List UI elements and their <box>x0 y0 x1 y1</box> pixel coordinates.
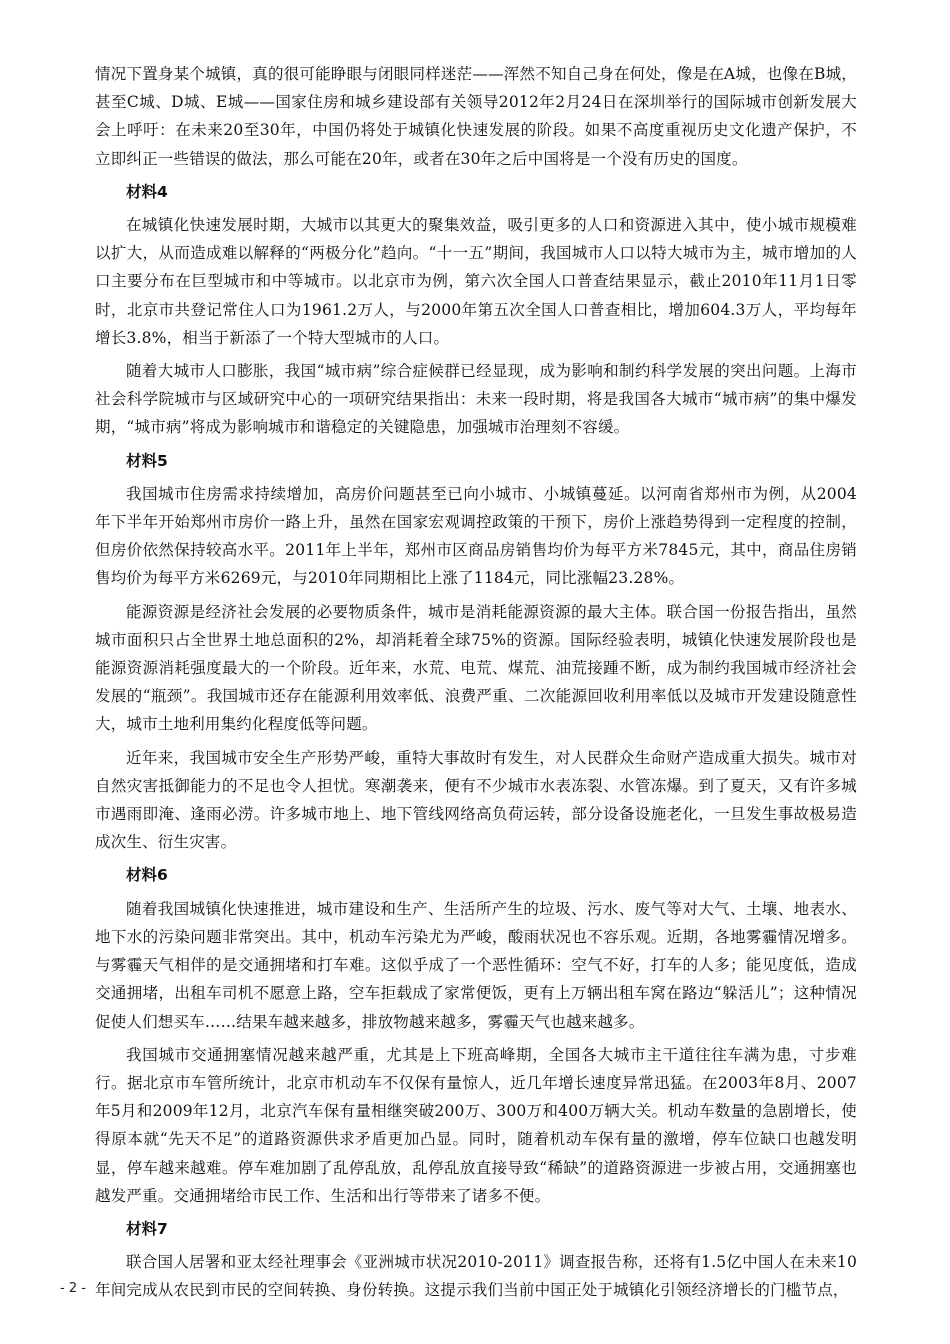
section-heading-material-7: 材料7 <box>126 1219 168 1238</box>
paragraph: 随着我国城镇化快速推进，城市建设和生产、生活所产生的垃圾、污水、废气等对大气、土壤、地表水、地下水的污染问题非常突出。其中，机动车污染尤为严峻，酸雨状况也不容乐观。近期，各地雾霾情况增多。与雾霾天气相伴的是交通拥堵和打车难。这似乎成了一个恶性循环：空气不好，打车的人多；能见度低，造成交通拥堵，出租车司机不愿意上路，空车拒载成了家常便饭，更有上万辆出租车窝在路边“躲活儿”；这种情况促使人们想买车……结果车越来越多，排放物越来越多，雾霾天气也越来越多。 <box>95 899 857 1031</box>
section-heading-material-6: 材料6 <box>126 866 168 885</box>
paragraph: 随着大城市人口膨胀，我国“城市病”综合症候群已经显现，成为影响和制约科学发展的突出问题。上海市社会科学院城市与区域研究中心的一项研究结果指出：未来一段时期，将是我国各大城市“城市病”的集中爆发期，“城市病”将成为影响城市和谐稳定的关键隐患，加强城市治理刻不容缓。 <box>95 362 857 437</box>
section-heading-material-4: 材料4 <box>126 182 168 201</box>
paragraph-continued: 情况下置身某个城镇，真的很可能睁眼与闭眼同样迷茫——浑然不知自己身在何处，像是在A城，也像在B城，甚至C城、D城、E城——国家住房和城乡建设部有关领导2012年2月24日在深圳举行的国际城市创新发展大会上呼吁：在未来20至30年，中国仍将处于城镇化快速发展的阶段。如果不高度重视历史文化遗产保护，不立即纠正一些错误的做法，那么可能在20年，或者在30年之后中国将是一个没有历史的国度。 <box>95 65 857 168</box>
document-body <box>95 60 857 1310</box>
section-heading-material-5: 材料5 <box>126 451 168 470</box>
page-number: - 2 - <box>60 1281 86 1296</box>
paragraph: 近年来，我国城市安全生产形势严峻，重特大事故时有发生，对人民群众生命财产造成重大损失。城市对自然灾害抵御能力的不足也令人担忧。寒潮袭来，便有不少城市水表冻裂、水管冻爆。到了夏天，又有许多城市遇雨即淹、逢雨必涝。许多城市地上、地下管线网络高负荷运转，部分设备设施老化，一旦发生事故极易造成次生、衍生灾害。 <box>95 748 857 852</box>
paragraph: 在城镇化快速发展时期，大城市以其更大的聚集效益，吸引更多的人口和资源进入其中，使小城市规模难以扩大，从而造成难以解释的“两极分化”趋向。“十一五”期间，我国城市人口以特大城市为主，城市增加的人口主要分布在巨型城市和中等城市。以北京市为例，第六次全国人口普查结果显示，截止2010年11月1日零时，北京市共登记常住人口为1961.2万人，与2000年第五次全国人口普查相比，增加604.3万人，平均每年增长3.8%，相当于新添了一个特大型城市的人口。 <box>95 216 857 347</box>
paragraph: 联合国人居署和亚太经社理事会《亚洲城市状况2010-2011》调查报告称，还将有1.5亿中国人在未来10年间完成从农民到市民的空间转换、身份转换。这提示我们当前中国正处于城镇化引领经济增长的门槛节点， <box>95 1253 857 1300</box>
paragraph: 我国城市住房需求持续增加，高房价问题甚至已向小城市、小城镇蔓延。以河南省郑州市为例，从2004年下半年开始郑州市房价一路上升，虽然在国家宏观调控政策的干预下，房价上涨趋势得到一定程度的控制，但房价依然保持较高水平。2011年上半年，郑州市区商品房销售均价为每平方米7845元，其中，商品住房销售均价为每平方米6269元，与2010年同期相比上涨了1184元，同比涨幅23.28%。 <box>95 484 857 588</box>
paragraph: 我国城市交通拥塞情况越来越严重，尤其是上下班高峰期，全国各大城市主干道往往车满为患，寸步难行。据北京市车管所统计，北京市机动车不仅保有量惊人，近几年增长速度异常迅猛。在2003年8月、2007年5月和2009年12月，北京汽车保有量相继突破200万、300万和400万辆大关。机动车数量的急剧增长，使得原本就“先天不足”的道路资源供求矛盾更加凸显。同时，随着机动车保有量的激增，停车位缺口也越发明显，停车越来越难。停车难加剧了乱停乱放，乱停乱放直接导致“稀缺”的道路资源进一步被占用，交通拥塞也越发严重。交通拥堵给市民工作、生活和出行等带来了诸多不便。 <box>95 1045 857 1205</box>
paragraph: 能源资源是经济社会发展的必要物质条件，城市是消耗能源资源的最大主体。联合国一份报告指出，虽然城市面积只占全世界土地总面积的2%，却消耗着全球75%的资源。国际经验表明，城镇化快速发展阶段也是能源资源消耗强度最大的一个阶段。近年来，水荒、电荒、煤荒、油荒接踵不断，成为制约我国城市经济社会发展的“瓶颈”。我国城市还存在能源利用效率低、浪费严重、二次能源回收利用率低以及城市开发建设随意性大，城市土地利用集约化程度低等问题。 <box>95 602 857 734</box>
